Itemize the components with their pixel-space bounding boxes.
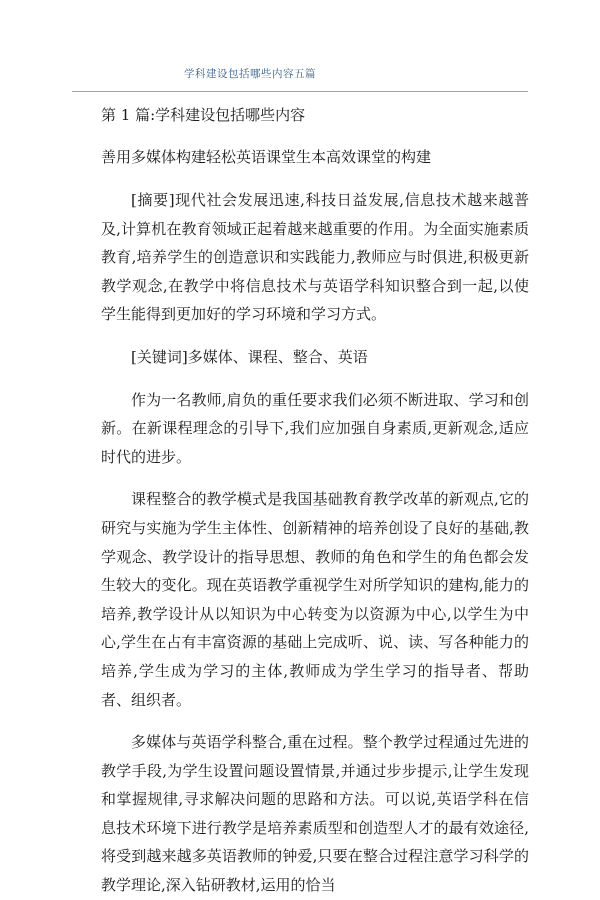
body-paragraph-2: 课程整合的教学模式是我国基础教育教学改革的新观点,它的研究与实施为学生主体性、创新精神的培养创设了良好的基础,教学观念、教学设计的指导思想、教师的角色和学生的角色都会发生较大的变化。现在英语教学重视学生对所学知识的建构,能力的培养,教学设计从以知识为中心转变为以资源为中心,以学生为中心,学生在占有丰富资源的基础上完成听、说、读、写各种能力的培养,学生成为学习的主体,教师成为学生学习的指导者、帮助者、组织者。: [101, 490, 529, 709]
header-divider: [72, 91, 528, 92]
keywords-paragraph: [关键词]多媒体、课程、整合、英语: [131, 347, 368, 366]
running-header: 学科建设包括哪些内容五篇: [184, 68, 316, 80]
document-body: [101, 100, 529, 900]
body-paragraph-3: 多媒体与英语学科整合,重在过程。整个教学过程通过先进的教学手段,为学生设置问题设置情景,并通过步步提示,让学生发现和掌握规律,寻求解决问题的思路和方法。可以说,英语学科在信息技术环境下进行教学是培养素质型和创造型人才的最有效途径,将受到越来越多英语教师的钟爱,只要在整合过程注意学习科学的教学理论,深入钻研教材,运用的恰当: [101, 733, 529, 895]
chapter-title: 第 1 篇:学科建设包括哪些内容: [101, 106, 306, 124]
body-paragraph-1: 作为一名教师,肩负的重任要求我们必须不断进取、学习和创新。在新课程理念的引导下,我们应加强自身素质,更新观念,适应时代的进步。: [101, 390, 529, 466]
abstract-paragraph: [摘要]现代社会发展迅速,科技日益发展,信息技术越来越普及,计算机在教育领域正起着越来越重要的作用。为全面实施素质教育,培养学生的创造意识和实践能力,教师应与时俱进,积极更新教学观念,在教学中将信息技术与英语学科知识整合到一起,以使学生能得到更加好的学习环境和学习方式。: [101, 191, 529, 324]
article-title: 善用多媒体构建轻松英语课堂生本高效课堂的构建: [101, 148, 432, 166]
